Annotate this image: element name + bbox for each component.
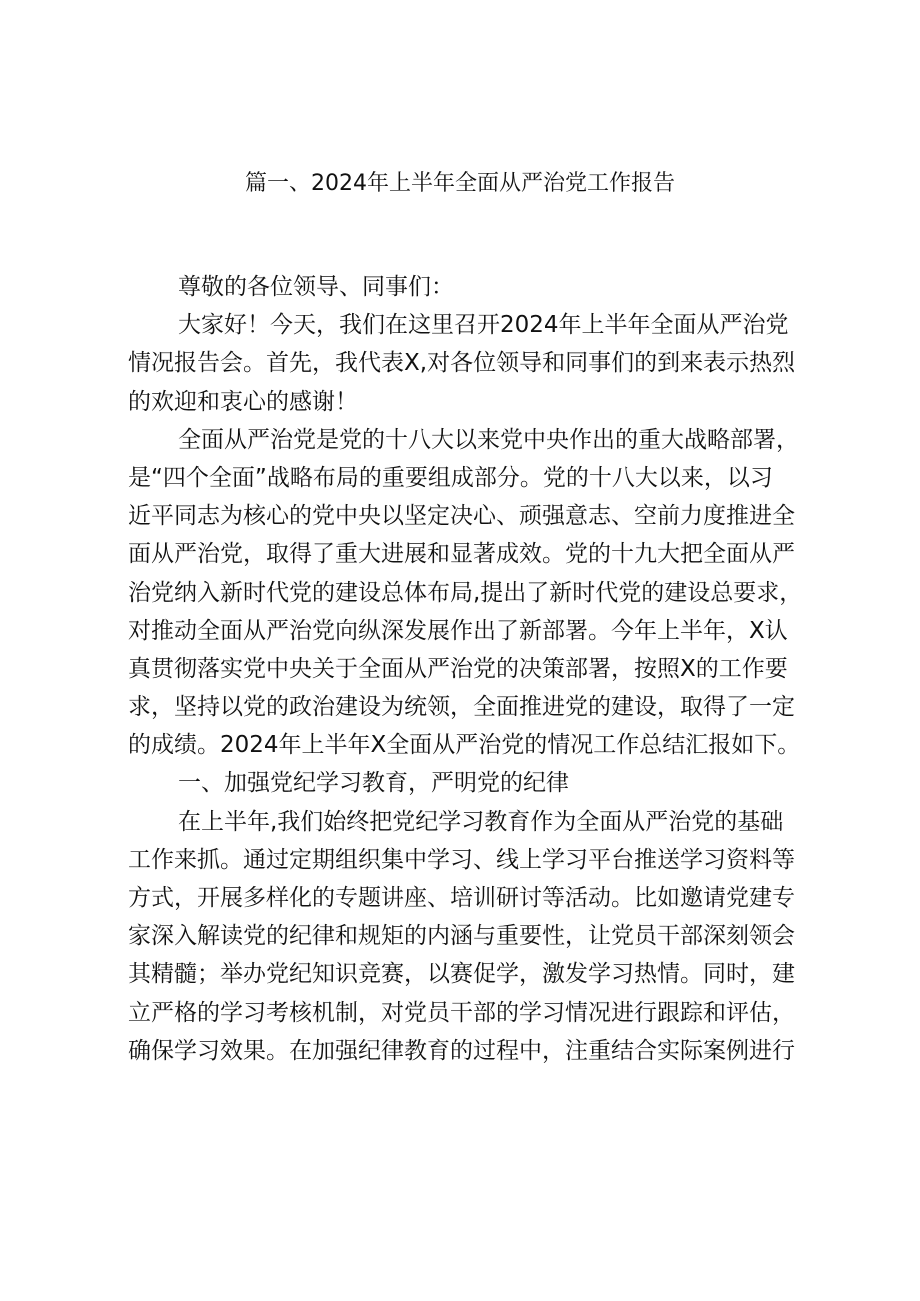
text-line: 的欢迎和衷心的感谢！ [128, 388, 358, 415]
text-line: 确保学习效果。在加强纪律教育的过程中，注重结合实际案例进行 [128, 1037, 795, 1064]
text-line: 治党纳入新时代党的建设总体布局,提出了新时代党的建设总要求， [128, 579, 803, 606]
text-line: 方式，开展多样化的专题讲座、培训研讨等活动。比如邀请党建专 [128, 885, 795, 911]
document-body [128, 268, 804, 1070]
text-line: 家深入解读党的纪律和规矩的内涵与重要性，让党员干部深刻领会 [128, 923, 795, 950]
text-line: 近平同志为核心的党中央以坚定决心、顽强意志、空前力度推进全 [128, 503, 795, 530]
text-line: 是“四个全面”战略布局的重要组成部分。党的十八大以来，以习 [128, 464, 773, 491]
text-line: 立严格的学习考核机制，对党员干部的学习情况进行跟踪和评估， [128, 999, 795, 1026]
text-line: 真贯彻落实党中央关于全面从严治党的决策部署，按照X的工作要 [128, 655, 788, 682]
text-line: 的成绩。2024年上半年X全面从严治党的情况工作总结汇报如下。 [128, 732, 801, 759]
text-line: 求，坚持以党的政治建设为统领，全面推进党的建设，取得了一定 [128, 694, 795, 721]
text-line: 面从严治党，取得了重大进展和显著成效。党的十九大把全面从严 [128, 541, 795, 568]
text-line: 尊敬的各位领导、同事们： [178, 274, 454, 300]
text-line: 情况报告会。首先，我代表X,对各位领导和同事们的到来表示热烈 [128, 350, 796, 377]
text-line: 其精髓；举办党纪知识竞赛，以赛促学，激发学习热情。同时，建 [128, 961, 795, 988]
text-line: 在上半年,我们始终把党纪学习教育作为全面从严治党的基础 [178, 808, 784, 835]
text-line: 全面从严治党是党的十八大以来党中央作出的重大战略部署， [178, 426, 799, 453]
text-line: 大家好！今天，我们在这里召开2024年上半年全面从严治党 [178, 312, 789, 339]
document-title: 篇一、2024年上半年全面从严治党工作报告 [245, 171, 675, 196]
text-line: 一、加强党纪学习教育，严明党的纪律 [178, 770, 569, 797]
text-line: 工作来抓。通过定期组织集中学习、线上学习平台推送学习资料等 [128, 846, 795, 873]
text-line: 对推动全面从严治党向纵深发展作出了新部署。今年上半年，X认 [128, 617, 788, 644]
